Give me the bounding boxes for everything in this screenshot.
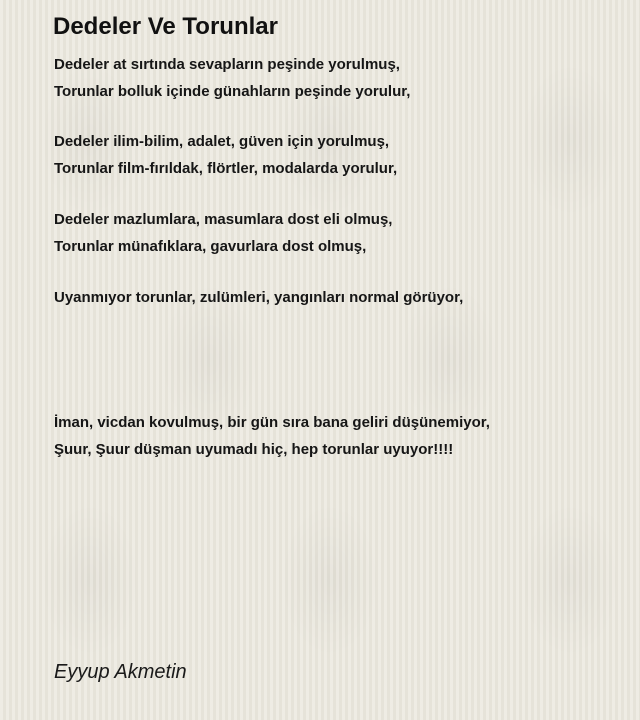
poem-line: Torunlar bolluk içinde günahların peşinde yorulur, — [54, 83, 411, 100]
poem-line: Şuur, Şuur düşman uyumadı hiç, hep torunlar uyuyor!!!! — [54, 441, 454, 458]
stanza-3 — [54, 206, 392, 260]
poem-line: Uyanmıyor torunlar, zulümleri, yangınları normal görüyor, — [54, 289, 464, 306]
poem-author: Eyyup Akmetin — [54, 661, 187, 683]
stanza-2 — [54, 128, 397, 182]
poem-line: Torunlar münafıklara, gavurlara dost olmuş, — [54, 238, 367, 255]
stanza-4 — [54, 284, 463, 311]
stanza-1 — [54, 51, 410, 105]
poem-line: Dedeler at sırtında sevapların peşinde yorulmuş, — [54, 56, 400, 73]
poem-title: Dedeler Ve Torunlar — [53, 13, 278, 40]
poem-line: Dedeler mazlumlara, masumlara dost eli olmuş, — [54, 211, 393, 228]
poem-line: Torunlar film-fırıldak, flörtler, modalarda yorulur, — [54, 160, 398, 177]
stanza-5 — [54, 409, 490, 463]
poem-line: Dedeler ilim-bilim, adalet, güven için yorulmuş, — [54, 133, 390, 150]
poem-line: İman, vicdan kovulmuş, bir gün sıra bana geliri düşünemiyor, — [54, 414, 490, 431]
